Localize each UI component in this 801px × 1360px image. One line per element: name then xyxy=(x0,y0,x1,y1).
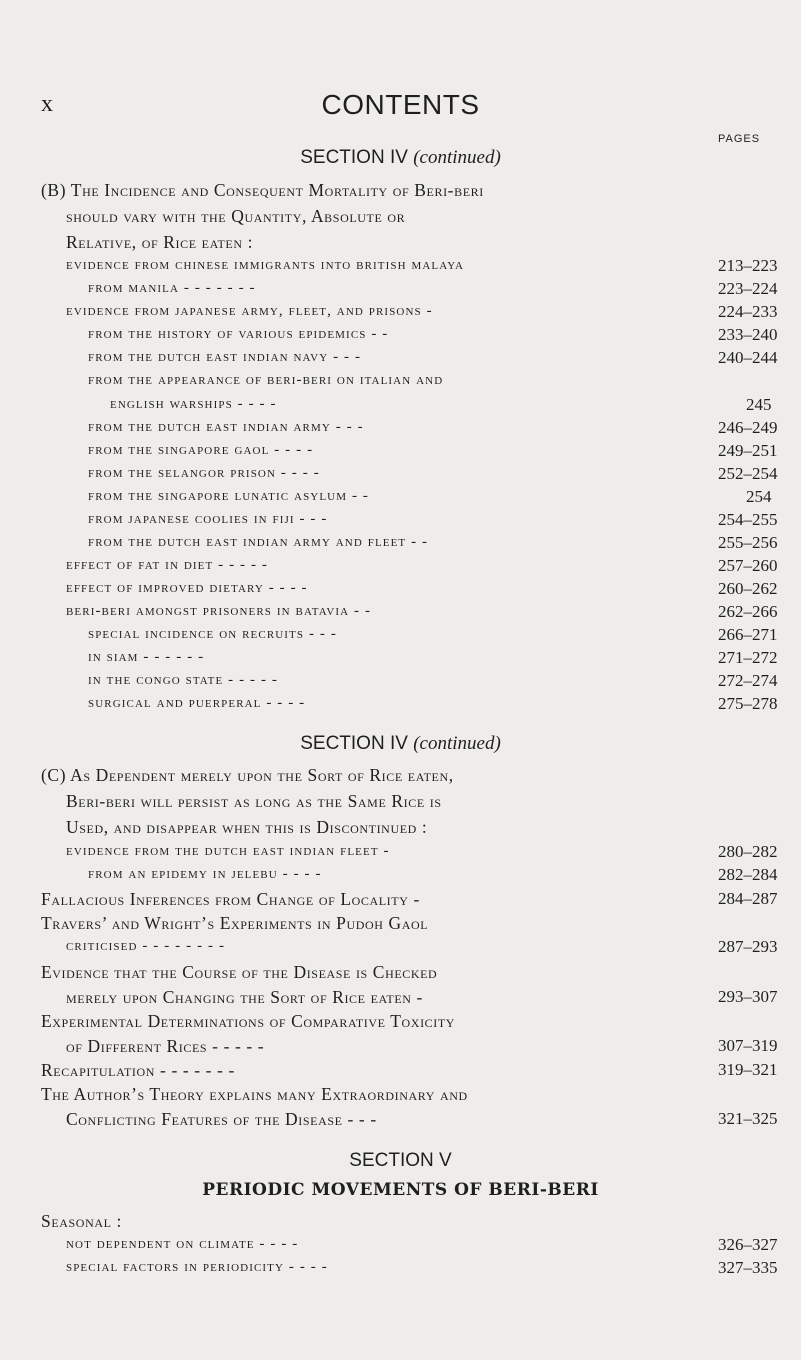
toc-entry: special incidence on recruits - - - xyxy=(88,626,337,642)
pages-column-label: PAGES xyxy=(718,133,761,145)
toc-entry: from the singapore gaol - - - - xyxy=(88,442,314,458)
toc-entry: from manila - - - - - - - xyxy=(88,280,256,296)
toc-entry: from the dutch east indian army - - - xyxy=(88,419,364,435)
toc-entry-pages: 233–240 xyxy=(718,325,778,344)
toc-entry-pages: 262–266 xyxy=(718,602,778,621)
section-c-title-1: (C) As Dependent merely upon the Sort of Rice eaten, xyxy=(41,765,454,785)
toc-entry: Fallacious Inferences from Change of Locality - xyxy=(41,889,420,909)
toc-entry-pages: 255–256 xyxy=(718,533,778,552)
toc-entry: in the congo state - - - - - xyxy=(88,672,278,688)
toc-entry-pages: 319–321 xyxy=(718,1060,778,1079)
toc-entry-pages: 257–260 xyxy=(718,556,778,575)
toc-entry: effect of fat in diet - - - - - xyxy=(66,557,269,573)
toc-entry-pages: 260–262 xyxy=(718,579,778,598)
toc-entry: evidence from the dutch east indian fleet - xyxy=(66,843,390,859)
toc-entry-pages: 213–223 xyxy=(718,256,778,275)
toc-entry-pages: 321–325 xyxy=(718,1109,778,1128)
page-number: x xyxy=(41,91,53,117)
toc-entry: Experimental Determinations of Comparative Toxicity xyxy=(41,1011,456,1031)
toc-entry-continued: english warships - - - - xyxy=(110,396,277,412)
toc-entry-continued: Conflicting Features of the Disease - - - xyxy=(66,1109,377,1129)
section-c-title-2: Beri-beri will persist as long as the Same Rice is xyxy=(66,791,442,811)
toc-entry-continued: merely upon Changing the Sort of Rice eaten - xyxy=(66,987,423,1007)
section-c-title-3: Used, and disappear when this is Discontinued : xyxy=(66,817,428,837)
toc-entry: evidence from chinese immigrants into british malaya xyxy=(66,257,465,273)
section-b-title-2: should vary with the Quantity, Absolute or xyxy=(66,206,406,226)
toc-entry: from the selangor prison - - - - xyxy=(88,465,320,481)
section-b-title-3: Relative, of Rice eaten : xyxy=(66,232,254,252)
toc-entry-pages: 254–255 xyxy=(718,510,778,529)
toc-entry-continued: criticised - - - - - - - - xyxy=(66,938,226,954)
toc-entry: Recapitulation - - - - - - - xyxy=(41,1060,235,1080)
toc-entry-pages: 272–274 xyxy=(718,671,778,690)
toc-entry-pages: 284–287 xyxy=(718,889,778,908)
toc-entry: beri-beri amongst prisoners in batavia - - xyxy=(66,603,372,619)
toc-entry: from japanese coolies in fiji - - - xyxy=(88,511,328,527)
section-heading: SECTION IV (continued) xyxy=(300,147,501,168)
toc-entry: surgical and puerperal - - - - xyxy=(88,695,306,711)
toc-entry-pages: 282–284 xyxy=(718,865,778,884)
toc-entry-pages: 266–271 xyxy=(718,625,778,644)
toc-entry: evidence from japanese army, fleet, and prisons - xyxy=(66,303,433,319)
section-subtitle: PERIODIC MOVEMENTS OF BERI-BERI xyxy=(202,1180,599,1200)
toc-entry-pages: 287–293 xyxy=(718,937,778,956)
toc-entry: from an epidemy in jelebu - - - - xyxy=(88,866,322,882)
group-label: Seasonal : xyxy=(41,1211,122,1231)
toc-entry-pages: 249–251 xyxy=(718,441,778,460)
toc-entry: not dependent on climate - - - - xyxy=(66,1236,299,1252)
toc-entry-pages: 254 xyxy=(746,487,772,506)
toc-entry-pages: 326–327 xyxy=(718,1235,778,1254)
page-title: CONTENTS xyxy=(321,89,480,120)
toc-entry-pages: 280–282 xyxy=(718,842,778,861)
toc-entry-pages: 271–272 xyxy=(718,648,778,667)
toc-entry-pages: 275–278 xyxy=(718,694,778,713)
section-heading: SECTION V xyxy=(349,1150,452,1171)
toc-entry: from the dutch east indian army and fleet - - xyxy=(88,534,429,550)
toc-entry-pages: 252–254 xyxy=(718,464,778,483)
toc-entry-pages: 246–249 xyxy=(718,418,778,437)
toc-entry-pages: 240–244 xyxy=(718,348,778,367)
toc-entry-continued: of Different Rices - - - - - xyxy=(66,1036,265,1056)
toc-entry: from the history of various epidemics - - xyxy=(88,326,389,342)
toc-entry-pages: 224–233 xyxy=(718,302,778,321)
toc-entry: in siam - - - - - - xyxy=(88,649,205,665)
toc-entry: from the appearance of beri-beri on italian and xyxy=(88,372,444,388)
toc-entry-pages: 327–335 xyxy=(718,1258,778,1277)
toc-entry-pages: 223–224 xyxy=(718,279,778,298)
toc-entry: Travers’ and Wright’s Experiments in Pudoh Gaol xyxy=(41,913,429,933)
toc-entry: from the singapore lunatic asylum - - xyxy=(88,488,369,504)
toc-entry-pages: 293–307 xyxy=(718,987,778,1006)
toc-entry: effect of improved dietary - - - - xyxy=(66,580,308,596)
toc-entry: The Author’s Theory explains many Extraordinary and xyxy=(41,1084,468,1104)
toc-entry-pages: 245 xyxy=(746,395,772,414)
section-heading: SECTION IV (continued) xyxy=(300,733,501,754)
toc-entry: from the dutch east indian navy - - - xyxy=(88,349,362,365)
section-b-title-1: (B) The Incidence and Consequent Mortality of Beri-beri xyxy=(41,180,484,200)
toc-entry: special factors in periodicity - - - - xyxy=(66,1259,328,1275)
toc-entry-pages: 307–319 xyxy=(718,1036,778,1055)
toc-entry: Evidence that the Course of the Disease is Checked xyxy=(41,962,438,982)
